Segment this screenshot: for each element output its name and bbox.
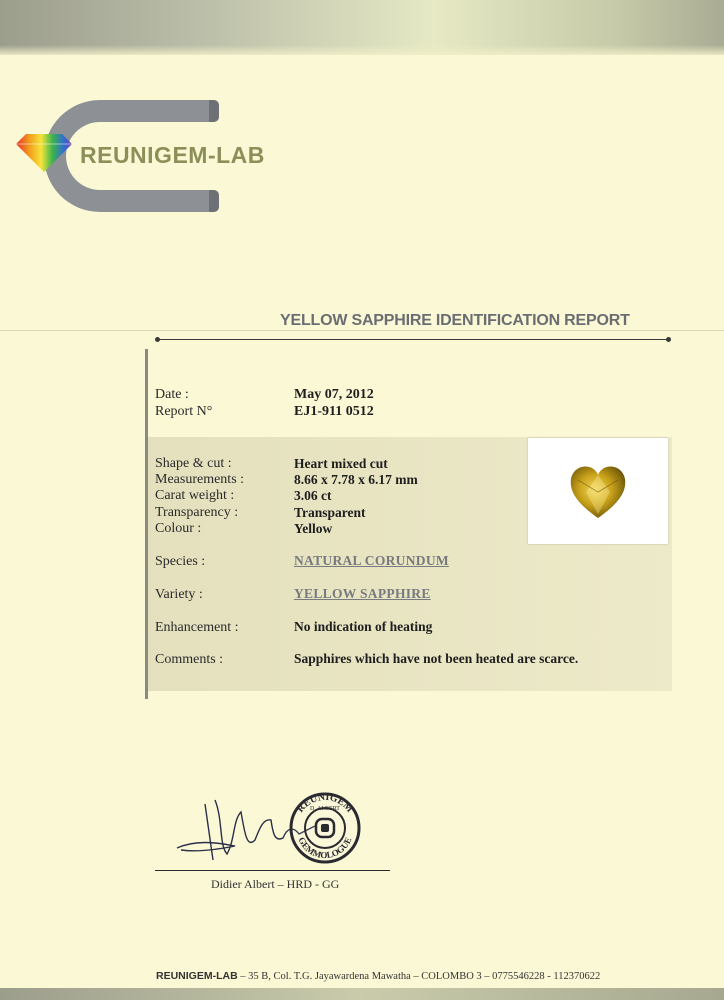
- report-number-value: EJ1-911 0512: [294, 404, 374, 419]
- transparency-label: Transparency :: [155, 505, 239, 520]
- carat-value: 3.06 ct: [294, 488, 332, 503]
- variety-label: Variety :: [155, 587, 203, 602]
- measurements-label: Measurements :: [155, 472, 245, 487]
- paper-fold: [0, 330, 724, 331]
- signature-line: [155, 870, 390, 871]
- footer-address-text: – 35 B, Col. T.G. Jayawardena Mawatha – COLOMBO 3 – 0775546228 - 112370622: [237, 971, 601, 982]
- comments-value: Sapphires which have not been heated are scarce.: [294, 651, 579, 666]
- measurements-value: 8.66 x 7.78 x 6.17 mm: [294, 472, 418, 487]
- colour-label: Colour :: [155, 521, 202, 536]
- date-value: May 07, 2012: [294, 387, 374, 402]
- stamp-middle-text: D. ALBERT: [310, 806, 340, 812]
- gemstone-photo: [528, 438, 668, 544]
- shape-value: Heart mixed cut: [294, 456, 388, 471]
- transparency-value: Transparent: [294, 505, 366, 520]
- title-rule: [157, 339, 669, 340]
- species-value: NATURAL CORUNDUM: [294, 553, 449, 568]
- heart-gem-icon: [568, 462, 628, 520]
- date-label: Date :: [155, 387, 189, 402]
- stamp-bottom-text: GEMMOLOGUE: [296, 835, 354, 861]
- lab-logo: [14, 98, 314, 216]
- top-border-band: [0, 0, 724, 55]
- carat-label: Carat weight :: [155, 488, 235, 503]
- variety-value: YELLOW SAPPHIRE: [294, 586, 431, 601]
- shape-label: Shape & cut :: [155, 456, 232, 471]
- colour-value: Yellow: [294, 521, 333, 536]
- bottom-border-band: [0, 988, 724, 1000]
- enhancement-label: Enhancement :: [155, 620, 239, 635]
- signature-stamp: [175, 790, 375, 870]
- signer-name: Didier Albert – HRD - GG: [211, 877, 340, 891]
- rainbow-gem-icon: [14, 132, 74, 174]
- report-title: YELLOW SAPPHIRE IDENTIFICATION REPORT: [280, 312, 630, 329]
- lab-name: REUNIGEM-LAB: [80, 142, 265, 168]
- stamp-top-text: REUNIGEM: [295, 791, 355, 815]
- footer-address: [156, 970, 600, 982]
- comments-label: Comments :: [155, 652, 224, 667]
- enhancement-value: No indication of heating: [294, 619, 433, 634]
- report-number-label: Report N°: [155, 404, 213, 419]
- footer-brand: REUNIGEM-LAB: [156, 970, 238, 982]
- species-label: Species :: [155, 554, 206, 569]
